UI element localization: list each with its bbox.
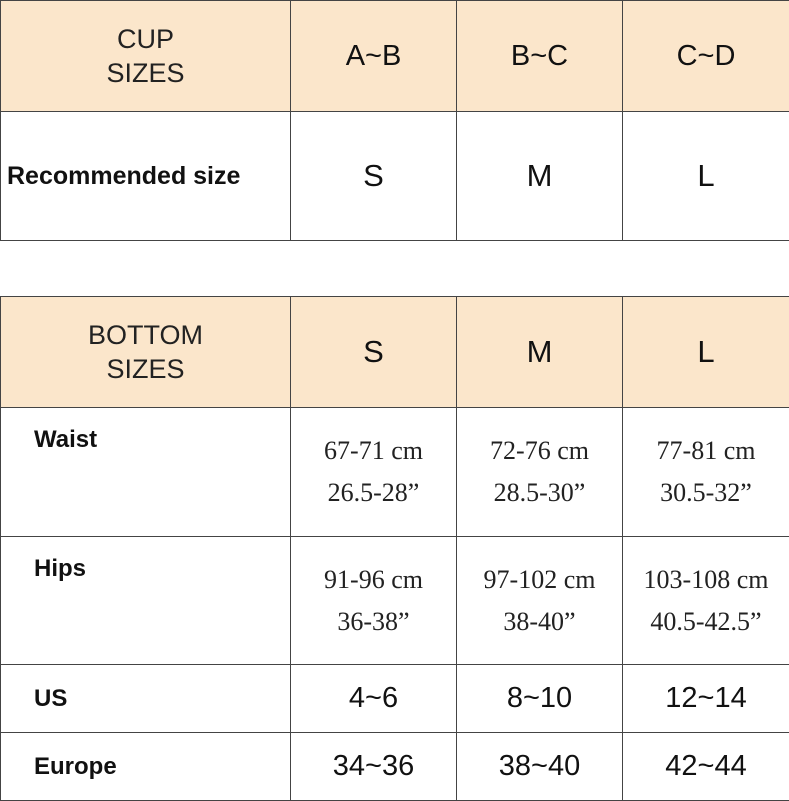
waist-l	[623, 408, 789, 537]
hips-l-cm: 103-108 cm	[623, 559, 789, 601]
waist-s	[291, 408, 457, 537]
recommended-size-label: Recommended size	[1, 112, 291, 241]
us-s: 4~6	[291, 665, 457, 733]
us-m: 8~10	[457, 665, 623, 733]
waist-m-in: 28.5-30”	[457, 472, 622, 514]
hips-row	[1, 537, 789, 665]
cup-sizes-header	[1, 1, 291, 112]
hips-m-in: 38-40”	[457, 601, 622, 643]
hips-l	[623, 537, 789, 665]
bottom-column-m: M	[457, 297, 623, 408]
recommended-size-row	[1, 112, 789, 241]
cup-column-b-c: B~C	[457, 1, 623, 112]
hips-s-cm: 91-96 cm	[291, 559, 456, 601]
bottom-header-line2: SIZES	[1, 352, 290, 386]
waist-m	[457, 408, 623, 537]
hips-m	[457, 537, 623, 665]
hips-s	[291, 537, 457, 665]
cup-size-table	[0, 0, 789, 241]
bottom-sizes-header	[1, 297, 291, 408]
waist-l-cm: 77-81 cm	[623, 430, 789, 472]
bottom-column-l: L	[623, 297, 789, 408]
waist-label: Waist	[1, 408, 291, 537]
us-row	[1, 665, 789, 733]
recommended-size-l: L	[623, 112, 789, 241]
europe-m: 38~40	[457, 733, 623, 801]
waist-s-cm: 67-71 cm	[291, 430, 456, 472]
waist-s-in: 26.5-28”	[291, 472, 456, 514]
cup-column-a-b: A~B	[291, 1, 457, 112]
bottom-header-line1: BOTTOM	[1, 318, 290, 352]
us-label: US	[1, 665, 291, 733]
waist-l-in: 30.5-32”	[623, 472, 789, 514]
bottom-size-table	[0, 296, 789, 801]
recommended-size-m: M	[457, 112, 623, 241]
hips-label: Hips	[1, 537, 291, 665]
recommended-size-s: S	[291, 112, 457, 241]
europe-row	[1, 733, 789, 801]
waist-row	[1, 408, 789, 537]
cup-column-c-d: C~D	[623, 1, 789, 112]
bottom-header-row	[1, 297, 789, 408]
cup-header-line2: SIZES	[1, 56, 290, 90]
bottom-column-s: S	[291, 297, 457, 408]
waist-m-cm: 72-76 cm	[457, 430, 622, 472]
cup-header-line1: CUP	[1, 22, 290, 56]
europe-l: 42~44	[623, 733, 789, 801]
hips-m-cm: 97-102 cm	[457, 559, 622, 601]
us-l: 12~14	[623, 665, 789, 733]
cup-header-row	[1, 1, 789, 112]
europe-label: Europe	[1, 733, 291, 801]
hips-s-in: 36-38”	[291, 601, 456, 643]
hips-l-in: 40.5-42.5”	[623, 601, 789, 643]
europe-s: 34~36	[291, 733, 457, 801]
